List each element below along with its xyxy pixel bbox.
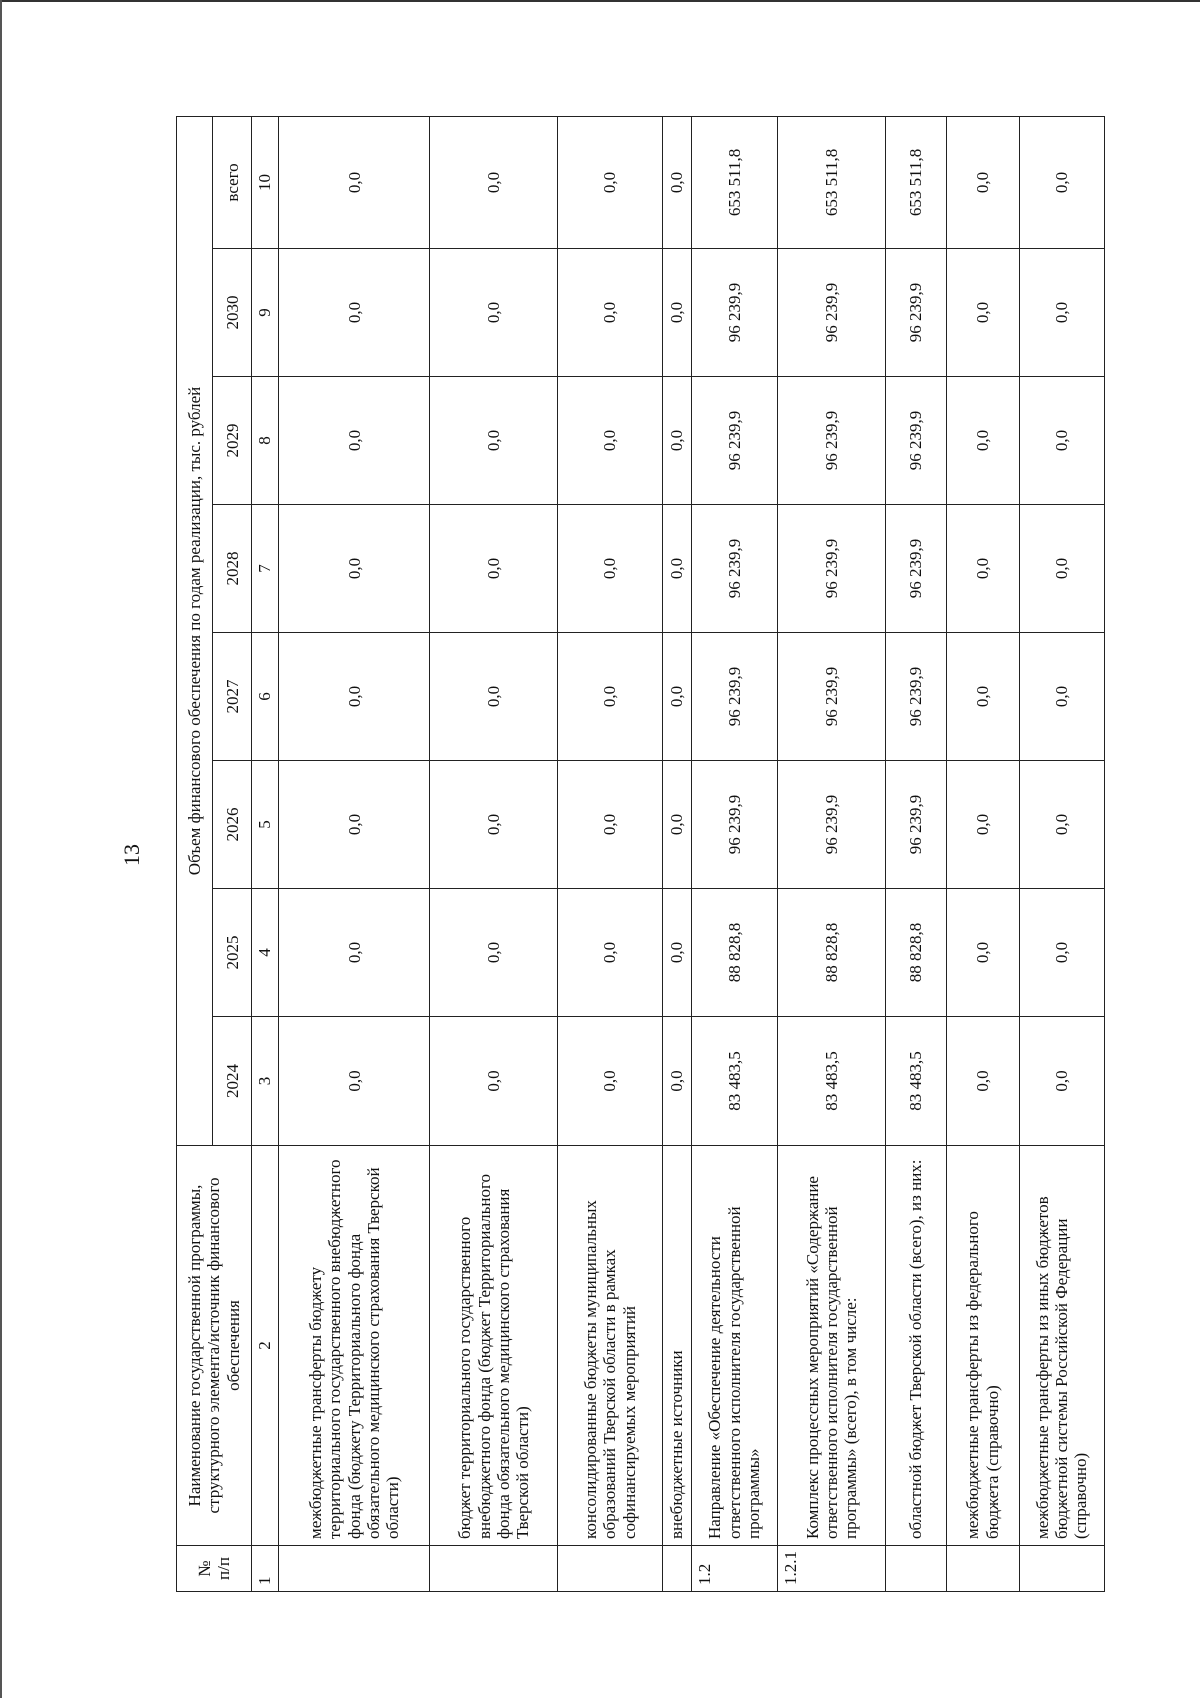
row-number	[1019, 1546, 1104, 1592]
table-row	[691, 116, 777, 1591]
value-cell: 88 828,8	[778, 889, 886, 1017]
row-number	[279, 1546, 430, 1592]
value-cell: 96 239,9	[778, 633, 886, 761]
value-cell: 0,0	[1019, 249, 1104, 377]
table-row	[778, 116, 886, 1591]
page-number: 13	[119, 844, 144, 866]
table-row	[1019, 116, 1104, 1591]
column-number: 5	[251, 761, 278, 889]
value-cell: 0,0	[662, 1017, 691, 1146]
row-name: межбюджетные трансферты из иных бюджетов бюджетной системы Российской Федерации (справочно)	[1019, 1146, 1104, 1546]
value-cell: 0,0	[279, 249, 430, 377]
column-number: 7	[251, 505, 278, 633]
header-year: 2024	[213, 1017, 252, 1146]
value-cell: 0,0	[1019, 633, 1104, 761]
column-number: 1	[251, 1546, 278, 1592]
value-cell: 0,0	[1019, 889, 1104, 1017]
row-name: Направление «Обеспечение деятельности ответственного исполнителя государственной программы»	[691, 1146, 777, 1546]
header-year: 2026	[213, 761, 252, 889]
row-name: бюджет территориального государственного внебюджетного фонда (бюджет Территориального фонда обязательного медицинского страхования Тверской области)	[430, 1146, 558, 1546]
value-cell: 96 239,9	[886, 505, 946, 633]
value-cell: 96 239,9	[691, 377, 777, 505]
value-cell: 83 483,5	[778, 1017, 886, 1146]
value-cell: 653 511,8	[886, 116, 946, 248]
value-cell: 0,0	[946, 377, 1019, 505]
value-cell: 88 828,8	[691, 889, 777, 1017]
value-cell: 96 239,9	[886, 761, 946, 889]
value-cell: 0,0	[1019, 505, 1104, 633]
value-cell: 0,0	[279, 761, 430, 889]
value-cell: 96 239,9	[778, 761, 886, 889]
value-cell: 0,0	[279, 889, 430, 1017]
header-group-title: Объем финансового обеспечения по годам реализации, тыс. рублей	[177, 116, 213, 1145]
value-cell: 0,0	[1019, 761, 1104, 889]
value-cell: 0,0	[430, 505, 558, 633]
row-name: внебюджетные источники	[662, 1146, 691, 1546]
value-cell: 0,0	[430, 889, 558, 1017]
row-number	[886, 1546, 946, 1592]
row-name: межбюджетные трансферты бюджету территориального государственного внебюджетного фонда (бюджету Территориального фонда обязательного медицинского страхования Тверской области)	[279, 1146, 430, 1546]
value-cell: 0,0	[558, 116, 662, 248]
column-number: 10	[251, 116, 278, 248]
value-cell: 0,0	[1019, 377, 1104, 505]
value-cell: 0,0	[558, 505, 662, 633]
value-cell: 0,0	[430, 377, 558, 505]
table-row	[430, 116, 558, 1591]
row-name: областной бюджет Тверской области (всего), из них:	[886, 1146, 946, 1546]
value-cell: 0,0	[1019, 1017, 1104, 1146]
value-cell: 0,0	[279, 505, 430, 633]
column-number: 4	[251, 889, 278, 1017]
row-number	[430, 1546, 558, 1592]
column-number: 3	[251, 1017, 278, 1146]
value-cell: 0,0	[279, 377, 430, 505]
value-cell: 0,0	[662, 761, 691, 889]
row-number	[662, 1546, 691, 1592]
header-cell-number: № п/п	[177, 1546, 252, 1592]
header-year: 2028	[213, 505, 252, 633]
value-cell: 96 239,9	[886, 633, 946, 761]
rotated-page-content	[176, 117, 1105, 1592]
value-cell: 653 511,8	[778, 116, 886, 248]
value-cell: 0,0	[662, 377, 691, 505]
column-number: 2	[251, 1146, 278, 1546]
value-cell: 0,0	[662, 889, 691, 1017]
value-cell: 96 239,9	[691, 633, 777, 761]
value-cell: 0,0	[430, 116, 558, 248]
value-cell: 0,0	[279, 116, 430, 248]
column-numbers-row	[251, 116, 278, 1591]
value-cell: 0,0	[946, 249, 1019, 377]
row-name: консолидированные бюджеты муниципальных образований Тверской области в рамках софинансируемых мероприятий	[558, 1146, 662, 1546]
value-cell: 0,0	[946, 761, 1019, 889]
value-cell: 0,0	[430, 633, 558, 761]
row-number	[558, 1546, 662, 1592]
column-number: 9	[251, 249, 278, 377]
row-name: межбюджетные трансферты из федерального бюджета (справочно)	[946, 1146, 1019, 1546]
value-cell: 0,0	[558, 889, 662, 1017]
value-cell: 0,0	[946, 505, 1019, 633]
value-cell: 83 483,5	[691, 1017, 777, 1146]
value-cell: 96 239,9	[886, 377, 946, 505]
value-cell: 83 483,5	[886, 1017, 946, 1146]
value-cell: 96 239,9	[691, 761, 777, 889]
value-cell: 0,0	[662, 249, 691, 377]
scan-left-edge	[0, 0, 2, 1698]
header-total: всего	[213, 116, 252, 248]
value-cell: 96 239,9	[778, 505, 886, 633]
value-cell: 88 828,8	[886, 889, 946, 1017]
value-cell: 0,0	[946, 633, 1019, 761]
value-cell: 0,0	[558, 249, 662, 377]
value-cell: 0,0	[946, 1017, 1019, 1146]
value-cell: 96 239,9	[778, 249, 886, 377]
row-number: 1.2.1	[778, 1546, 886, 1592]
row-name: Комплекс процессных мероприятий «Содержание ответственного исполнителя государственной программы» (всего), в том числе:	[778, 1146, 886, 1546]
value-cell: 0,0	[430, 249, 558, 377]
value-cell: 0,0	[558, 761, 662, 889]
value-cell: 0,0	[662, 505, 691, 633]
value-cell: 0,0	[279, 1017, 430, 1146]
value-cell: 0,0	[662, 633, 691, 761]
value-cell: 0,0	[946, 889, 1019, 1017]
table-row	[662, 116, 691, 1591]
header-year: 2025	[213, 889, 252, 1017]
row-number: 1.2	[691, 1546, 777, 1592]
value-cell: 0,0	[279, 633, 430, 761]
scan-top-edge	[0, 0, 1200, 2]
value-cell: 0,0	[558, 377, 662, 505]
value-cell: 653 511,8	[691, 116, 777, 248]
value-cell: 0,0	[662, 116, 691, 248]
value-cell: 0,0	[558, 633, 662, 761]
value-cell: 96 239,9	[691, 249, 777, 377]
header-cell-name: Наименование государственной программы, структурного элемента/источник финансового обеспечения	[177, 1146, 252, 1546]
value-cell: 0,0	[430, 1017, 558, 1146]
table-row	[279, 116, 430, 1591]
header-year: 2029	[213, 377, 252, 505]
header-year: 2027	[213, 633, 252, 761]
financing-table	[176, 116, 1105, 1592]
value-cell: 0,0	[946, 116, 1019, 248]
value-cell: 0,0	[430, 761, 558, 889]
value-cell: 96 239,9	[691, 505, 777, 633]
value-cell: 0,0	[1019, 116, 1104, 248]
row-number	[946, 1546, 1019, 1592]
value-cell: 0,0	[558, 1017, 662, 1146]
column-number: 6	[251, 633, 278, 761]
value-cell: 96 239,9	[886, 249, 946, 377]
table-row	[946, 116, 1019, 1591]
header-year: 2030	[213, 249, 252, 377]
table-row	[558, 116, 662, 1591]
value-cell: 96 239,9	[778, 377, 886, 505]
column-number: 8	[251, 377, 278, 505]
table-row	[886, 116, 946, 1591]
